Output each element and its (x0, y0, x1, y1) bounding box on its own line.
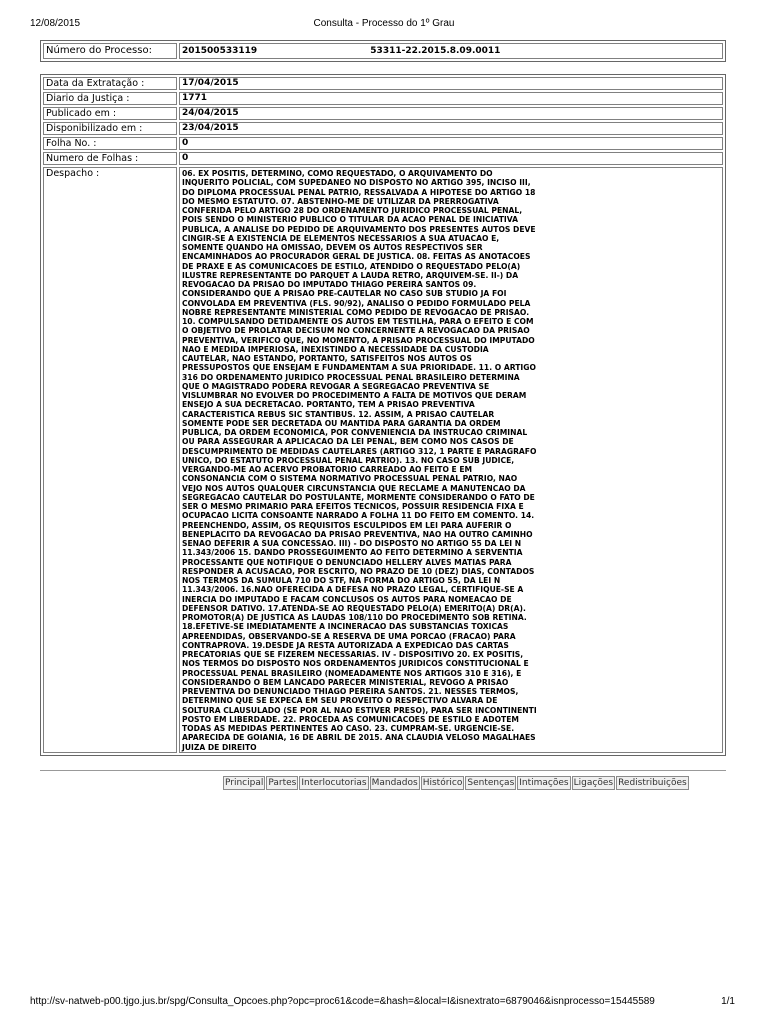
tab-mandados[interactable]: Mandados (371, 778, 418, 788)
info-label: Publicado em : (43, 107, 177, 120)
info-row (43, 137, 723, 150)
tab-redistribuicoes[interactable]: Redistribuições (618, 778, 687, 788)
info-row (43, 92, 723, 105)
print-title: Consulta - Processo do 1º Grau (313, 18, 455, 29)
despacho-text: 06. EX POSITIS, DETERMINO, COMO REQUESTADO, O ARQUIVAMENTO DO INQUERITO POLICIAL, COM SUPEDANEO NO DISPOSTO NO ARTIGO 395, INCISO III, DO DIPLOMA PROCESSUAL PENAL PATRIO, RESSALVADA A HIPOTESE DO ARTIGO 18 DO MESMO ESTATUTO. 07. ABSTENHO-ME DE UTILIZAR DA PRERROGATIVA CONFERIDA PELO ARTIGO 28 DO ORDENAMENTO JURIDICO PROCESSUAL PENAL, POIS SENDO O MINISTERIO PUBLICO O TITULAR DA ACAO PENAL DE INICIATIVA PUBLICA, A ANALISE DO PEDIDO DE ARQUIVAMENTO DOS PRESENTES AUTOS DEVE CINGIR-SE A EXISTENCIA DE ELEMENTOS NECESSARIOS A SUA ATUACAO E, SOMENTE QUANDO HA OMISSAO, DEVEM OS AUTOS RESPECTIVOS SER ENCAMINHADOS AO PROCURADOR GERAL DE JUSTICA. 08. FEITAS AS ANOTACOES DE PRAXE E AS COMUNICACOES DE ESTILO, ATENDIDO O REQUESTADO PELO(A) ILUSTRE REPRESENTANTE DO PARQUET A LAUDA RETRO, ARQUIVEM-SE. II-) DA REVOGACAO DA PRISAO DO IMPUTADO THIAGO PEREIRA SANTOS 09. CONSIDERANDO QUE A PRISAO PRE-CAUTELAR NO CASO SUB STUDIO JA FOI CONVOLADA EM PREVENTIVA (FLS. 90/92), ANALISO O PEDIDO FORMULADO PELA NOBRE REPRESENTANTE MINISTERIAL COMO PEDIDO DE REVOGACAO DE PRISAO. 10. COMPULSANDO DETIDAMENTE OS AUTOS EM TESTILHA, PARA O EFEITO E COM O OBJETIVO DE PROLATAR DECISUM NO CONCERNENTE A REVOGACAO DA PRISAO PREVENTIVA, VERIFICO QUE, NO MOMENTO, A PRISAO PROCESSUAL DO IMPUTADO NAO E MEDIDA IMPERIOSA, INEXISTINDO A NECESSIDADE DA CUSTODIA CAUTELAR, NAO ESTANDO, PORTANTO, SATISFEITOS NOS AUTOS OS PRESSUPOSTOS QUE ENSEJAM E FUNDAMENTAM A SUA PRIORIDADE. 11. O ARTIGO 316 DO ORDENAMENTO JURIDICO PROCESSUAL PENAL BRASILEIRO DETERMINA QUE O MAGISTRADO PODERA REVOGAR A SEGREGACAO PREVENTIVA SE VISLUMBRAR NO EVOLVER DO PROCEDIMENTO A FALTA DE MOTIVOS QUE DERAM ENSEJO A SUA DECRETACAO. PORTANTO, TEM A PRISAO PREVENTIVA CARACTERISTICA REBUS SIC STANTIBUS. 12. ASSIM, A PRISAO CAUTELAR SOMENTE PODE SER DECRETADA OU MANTIDA PARA GARANTIA DA ORDEM PUBLICA, DA ORDEM ECONOMICA, POR CONVENIENCIA DA INSTRUCAO CRIMINAL OU PARA ASSEGURAR A APLICACAO DA LEI PENAL, BEM COMO NOS CASOS DE DESCUMPRIMENTO DE MEDIDAS CAUTELARES (ARTIGO 312, 1 PARTE E PARAGRAFO UNICO, DO ESTATUTO PROCESSUAL PENAL PATRIO). 13. NO CASO SUB JUDICE, VERGANDO-ME AO ACERVO PROBATORIO CARREADO AO FEITO E EM CONSONANCIA COM O SISTEMA NORMATIVO PROCESSUAL PENAL PATRIO, NAO VEJO NOS AUTOS QUALQUER CIRCUNSTANCIA QUE RECLAME A MANUTENCAO DA SEGREGACAO CAUTELAR DO POSTULANTE, MORMENTE CONSIDERANDO O FATO DE SER O MESMO PRIMARIO PARA EFEITOS TECNICOS, POSSUIR RESIDENCIA FIXA E OCUPACAO LICITA CONSOANTE NARRADO A FOLHA 11 DO FEITO EM COMENTO. 14. PREENCHENDO, ASSIM, OS REQUISITOS ESCULPIDOS EM LEI PARA AUFERIR O BENEPLACITO DA REVOGACAO DA PRISAO PREVENTIVA, NAO HA OUTRO CAMINHO SENAO DEFERIR A SUA CONCESSAO. III) - DO DISPOSTO NO ARTIGO 55 DA LEI N 11.343/2006 15. DANDO PROSSEGUIMENTO AO FEITO DETERMINO A SERVENTIA PROCESSANTE QUE NOTIFIQUE O DENUNCIADO HELLERY ALVES MATIAS PARA RESPONDER A ACUSACAO, POR ESCRITO, NO PRAZO DE 10 (DEZ) DIAS, CONTADOS NOS TERMOS DA SUMULA 710 DO STF, NA FORMA DO ARTIGO 55, DA LEI N 11.343/2006. 16.NAO OFERECIDA A DEFESA NO PRAZO LEGAL, CERTIFIQUE-SE A INERCIA DO IMPUTADO E FACAM CONCLUSOS OS AUTOS PARA NOMEACAO DE DEFENSOR DATIVO. 17.ATENDA-SE AO REQUESTADO PELO(A) EMERITO(A) DR(A). PROMOTOR(A) DE JUSTICA AS LAUDAS 108/110 DO PROCEDIMENTO SOB RETINA. 18.EFETIVE-SE IMEDIATAMENTE A INCINERACAO DAS SUBSTANCIAS TOXICAS APREENDIDAS, OBSERVANDO-SE A RESERVA DE UMA PORCAO (FRACAO) PARA CONTRAPROVA. 19.DESDE JA RESTA AUTORIZADA A EXPEDICAO DAS CARTAS PRECATORIAS QUE SE FIZEREM NECESSARIAS. IV - DISPOSITIVO 20. EX POSITIS, NOS TERMOS DO DISPOSTO NOS ORDENAMENTOS JURIDICOS CONSTITUCIONAL E PROCESSUAL PENAL BRASILEIRO (NOMEADAMENTE NOS ARTIGOS 310 E 316), E CONSIDERANDO O BEM LANCADO PARECER MINISTERIAL, REVOGO A PRISAO PREVENTIVA DO DENUNCIADO THIAGO PEREIRA SANTOS. 21. NESSES TERMOS, DETERMINO QUE SE EXPECA EM SEU PROVEITO O RESPECTIVO ALVARA DE SOLTURA CLAUSULADO (SE POR AL NAO ESTIVER PRESO), PARA SER INCONTINENTI POSTO EM LIBERDADE. 22. PROCEDA AS COMUNICACOES DE ESTILO E ADOTEM TODAS AS MEDIDAS PERTINENTES AO CASO. 23. CUMPRAM-SE. URGENCIE-SE. APARECIDA DE GOIANIA, 16 DE ABRIL DE 2015. ANA CLAUDIA VELOSO MAGALHAES JUIZA DE DIREITO (182, 169, 537, 752)
process-number: 201500533119 (182, 46, 258, 56)
info-value: 23/04/2015 (179, 122, 723, 135)
print-date: 12/08/2015 (30, 18, 81, 29)
tab-intimacoes[interactable]: Intimações (519, 778, 569, 788)
tab-partes[interactable]: Partes (268, 778, 297, 788)
despacho-label: Despacho : (43, 167, 177, 753)
navigation-tabs (223, 776, 689, 790)
process-number-label: Número do Processo: (43, 43, 177, 59)
process-cnj-number: 53311-22.2015.8.09.0011 (370, 46, 501, 56)
despacho-cell (179, 167, 723, 753)
info-row (43, 77, 723, 90)
info-label: Diario da Justiça : (43, 92, 177, 105)
tab-principal[interactable]: Principal (225, 778, 264, 788)
tab-historico[interactable]: Histórico (422, 778, 463, 788)
tab-interlocutorias[interactable]: Interlocutorias (301, 778, 367, 788)
despacho-row (43, 167, 723, 753)
tab-ligacoes[interactable]: Ligações (573, 778, 614, 788)
info-label: Data da Extratação : (43, 77, 177, 90)
separator-line (40, 770, 726, 771)
info-label: Folha No. : (43, 137, 177, 150)
info-value: 1771 (179, 92, 723, 105)
info-label: Disponibilizado em : (43, 122, 177, 135)
info-value: 0 (179, 152, 723, 165)
info-label: Numero de Folhas : (43, 152, 177, 165)
process-number-value (179, 43, 723, 59)
info-row (43, 152, 723, 165)
print-page-number: 1/1 (721, 996, 735, 1007)
print-header (0, 18, 768, 32)
info-row (43, 107, 723, 120)
print-url: http://sv-natweb-p00.tjgo.jus.br/spg/Consulta_Opcoes.php?opc=proc61&code=&hash=&local=I&isnextrato=6879046&isnprocesso=15445589 (30, 996, 655, 1007)
info-value: 0 (179, 137, 723, 150)
info-value: 24/04/2015 (179, 107, 723, 120)
process-number-table (40, 40, 726, 62)
info-value: 17/04/2015 (179, 77, 723, 90)
info-row (43, 122, 723, 135)
publication-info-table (40, 74, 726, 756)
tab-sentencas[interactable]: Sentenças (467, 778, 515, 788)
